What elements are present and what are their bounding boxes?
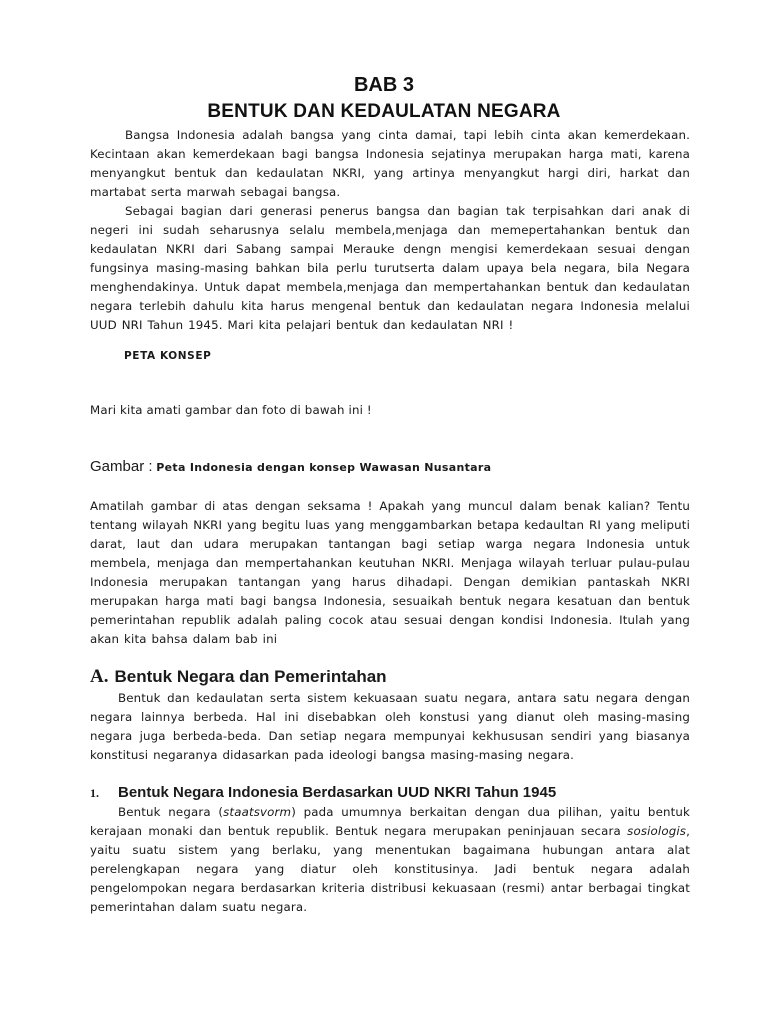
section-1-title: Bentuk Negara Indonesia Berdasarkan UUD NKRI Tahun 1945 — [118, 784, 557, 801]
observation-paragraph: Amatilah gambar di atas dengan seksama ! Apakah yang muncul dalam benak kalian? Tentu tentang wilayah NKRI yang begitu luas yang menggambarkan betapa kedaultan RI yang meliputi darat, laut dan udara merupakan tantangan bagi setiap warga negara Indonesia untuk membela, menjaga dan mempertahankan keutuhan NKRI. Menjaga wilayah terluar pulau-pulau Indonesia merupakan tantangan yang harus dihadapi. Dengan demikian pantaskah NKRI merupakan harga mati bagi bangsa Indonesia, sesuaikah bentuk negara kesatuan dan bentuk pemerintahan republik adalah paling cocok atau sesuai dengan kondisi Indonesia. Itulah yang akan kita bahsa dalam bab ini — [90, 499, 690, 646]
section-a-paragraph: Bentuk dan kedaulatan serta sistem kekuasaan suatu negara, antara satu negara dengan negara lainnya berbeda. Hal ini disebabkan oleh konstusi yang dianut oleh masing-masing negara juga berbeda-beda. Dan setiap negara mempunyai kekhususan sendiri yang biasanya konstitusi negaranya didasarkan pada ideologi bangsa masing-masing negara. — [90, 691, 690, 762]
term-sosiologis: sosiologis — [627, 824, 687, 838]
peta-konsep-heading: PETA KONSEP — [124, 350, 212, 362]
figure-caption-text: Peta Indonesia dengan konsep Wawasan Nusantara — [156, 461, 492, 474]
section-1-paragraph — [90, 803, 690, 917]
section-1-heading — [90, 784, 556, 801]
section-a-body — [90, 689, 690, 765]
figure-label: Gambar : — [90, 458, 153, 475]
term-staatsvorm: staatsvorm — [223, 805, 292, 819]
observation-section — [90, 497, 690, 649]
chapter-heading: BAB 3 — [353, 74, 414, 96]
section-1-text-b: ) pada umumnya berkaitan dengan dua pilihan, yaitu bentuk kerajaan monaki dan bentuk republik. Bentuk negara merupakan peninjauan secara — [90, 805, 690, 838]
section-1-text-a: Bentuk negara ( — [118, 805, 224, 819]
section-1-number: 1. — [90, 786, 99, 800]
figure-caption — [90, 458, 491, 475]
section-a-title: Bentuk Negara dan Pemerintahan — [114, 667, 387, 686]
section-a-letter: A. — [90, 666, 109, 687]
chapter-title: BENTUK DAN KEDAULATAN NEGARA — [207, 101, 561, 122]
intro-section — [90, 126, 690, 335]
intro-paragraph-2: Sebagai bagian dari generasi penerus bangsa dan bagian tak terpisahkan dari anak di negeri ini sudah seharusnya selalu membela,menjaga dan memepertahankan bentuk dan kedaulatan NKRI dari Sabang sampai Merauke dengn mengisi kemerdekaan sesuai dengan fungsinya masing-masing bahkan bila perlu turutserta dalam upaya bela negara, bila Negara menghendakinya. Untuk dapat membela,menjaga dan mempertahankan bentuk dan kedaulatan negara terlebih dahulu kita harus mengenal bentuk dan kedaulatan negara Indonesia melalui UUD NRI Tahun 1945. Mari kita pelajari bentuk dan kedaulatan NRI ! — [90, 204, 690, 332]
section-1-text-c: , yaitu suatu sistem yang berlaku, yang menentukan bagaimana hubungan antara alat perelengkapan negara yang diatur oleh konstitusinya. Jadi bentuk negara adalah pengelompokan negara berdasarkan kriteria distribusi kekuasaan (resmi) antar berbagai tingkat pemerintahan dalam suatu negara. — [90, 824, 690, 914]
section-1-body — [90, 803, 690, 917]
section-a-heading — [90, 666, 387, 688]
intro-paragraph-1: Bangsa Indonesia adalah bangsa yang cinta damai, tapi lebih cinta akan kemerdekaan. Kecintaan akan kemerdekaan bagi bangsa Indonesia sejatinya merupakan harga mati, karena menyangkut bentuk dan kedaulatan NKRI, yang artinya menyangkut hargi diri, harkat dan martabat serta marwah sebagai bangsa. — [90, 128, 690, 199]
instruction-text: Mari kita amati gambar dan foto di bawah ini ! — [90, 403, 372, 417]
